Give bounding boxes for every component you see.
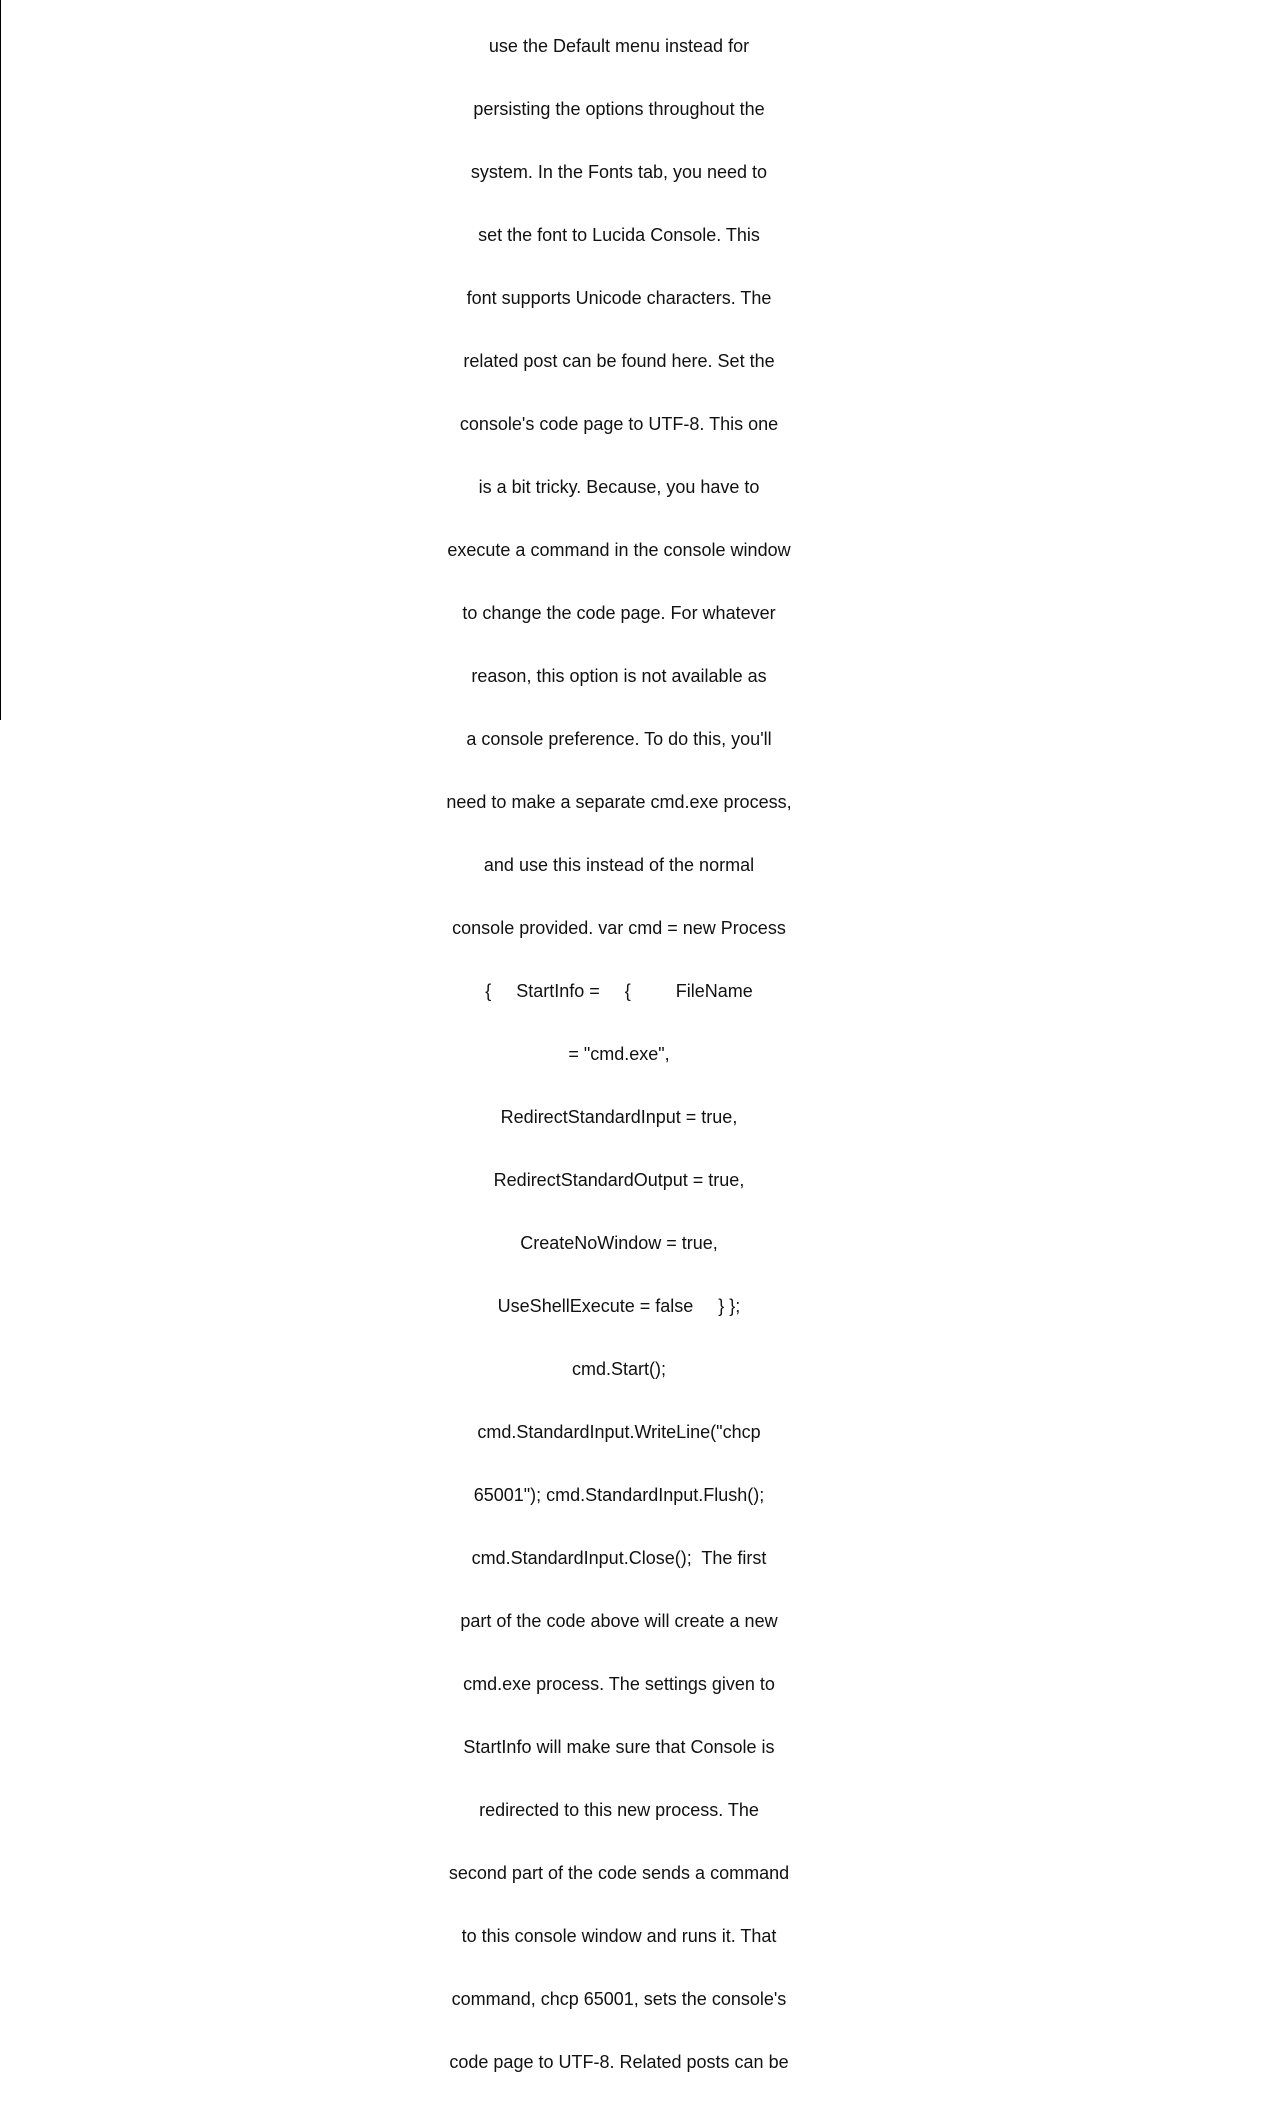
article-line: RedirectStandardOutput = true, [493,1170,745,1190]
article-line: cmd.StandardInput.Close(); The first [471,1548,767,1568]
article-line: set the font to Lucida Console. This [478,225,760,245]
article-line: cmd.exe process. The settings given to [463,1674,775,1694]
article-line: part of the code above will create a new [460,1611,778,1631]
article-line: UseShellExecute = false } }; [497,1296,741,1316]
article-line: reason, this option is not available as [471,666,767,686]
article-line: to this console window and runs it. That [461,1926,777,1946]
article-line: is a bit tricky. Because, you have to [478,477,760,497]
article-line: use the Default menu instead for [488,36,750,56]
article-viewport[interactable] [430,0,808,2072]
article-line: persisting the options throughout the [473,99,765,119]
article-line: redirected to this new process. The [479,1800,759,1820]
page-left-border [0,0,1,720]
article-line: 65001"); cmd.StandardInput.Flush(); [473,1485,765,1505]
article-line: RedirectStandardInput = true, [500,1107,738,1127]
article-line: and use this instead of the normal [483,855,755,875]
article-line: code page to UTF-8. Related posts can be [449,2052,789,2072]
article-line: to change the code page. For whatever [462,603,776,623]
article-text [430,0,808,2115]
article-line: console's code page to UTF-8. This one [459,414,779,434]
article-line: cmd.StandardInput.WriteLine("chcp [477,1422,761,1442]
article-line: StartInfo will make sure that Console is [463,1737,775,1757]
article-line: need to make a separate cmd.exe process, [446,792,792,812]
article-line: { StartInfo = { FileName [485,981,753,1001]
article-line: font supports Unicode characters. The [466,288,772,308]
article-line: console provided. var cmd = new Process [452,918,786,938]
article-line: execute a command in the console window [447,540,791,560]
article-line: = "cmd.exe", [568,1044,670,1064]
article-line: CreateNoWindow = true, [520,1233,718,1253]
article-line: system. In the Fonts tab, you need to [470,162,768,182]
article-line: related post can be found here. Set the [463,351,775,371]
article-line: second part of the code sends a command [448,1863,790,1883]
article-line: a console preference. To do this, you'll [466,729,772,749]
article-line: command, chcp 65001, sets the console's [451,1989,787,2009]
article-line: cmd.Start(); [571,1359,666,1379]
